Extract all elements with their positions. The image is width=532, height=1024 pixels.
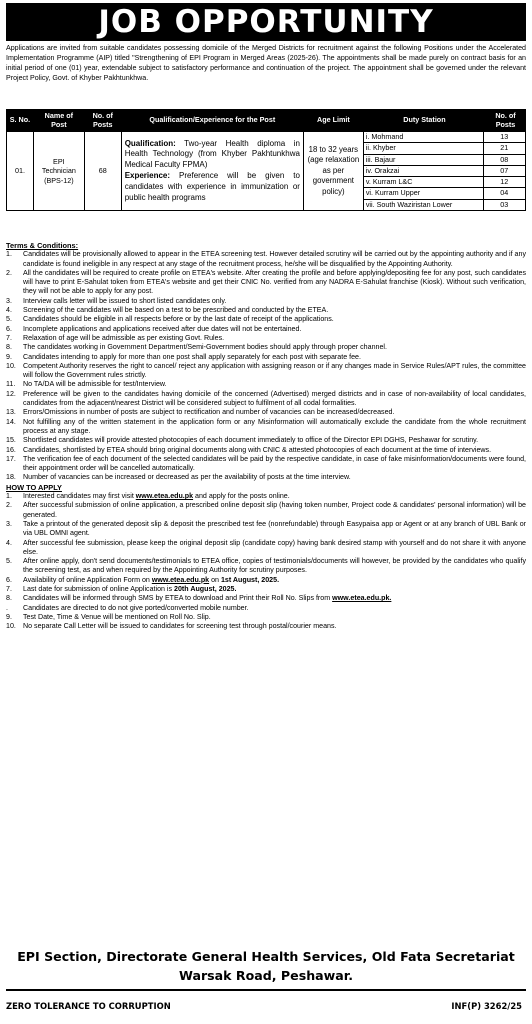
list-item (6, 501, 526, 520)
item-number: 10. (6, 622, 16, 631)
item-number: 9. (6, 612, 12, 621)
item-text: Shortlisted candidates will provide attested photocopies of each document immediately to office of the Director EPI DGHS, Peshawar for scrutiny. (23, 436, 479, 445)
list-item (6, 613, 526, 622)
item-number: 10. (6, 361, 16, 370)
experience-text: Preference will be given to candidates with experience in immunization or public health programs (124, 171, 300, 202)
station-posts: 12 (483, 177, 525, 188)
etea-website-link[interactable]: www.etea.edu.pk (151, 575, 210, 584)
station-posts: 21 (483, 143, 525, 154)
item-text: Competent Authority reserves the right to cancel/ reject any application with assigning reason or if any changes made in Service Rules/APT rules, the committee will follow the Government rules strictly. (23, 361, 526, 380)
terms-heading: Terms & Conditions: (6, 241, 79, 250)
item-text: Relaxation of age will be admissible as per existing Govt. Rules. (23, 333, 225, 342)
header-post-name: Name of Post (33, 110, 84, 132)
station-row (364, 199, 525, 210)
etea-website-link[interactable]: www.etea.edu.pk. (332, 594, 392, 603)
station-row (364, 132, 525, 143)
item-text: After successful submission of online application, a prescribed online deposit slip (having token number, Project code & candidates' personal information) will be generated. (23, 501, 526, 519)
item-text: After successful fee submission, please keep the original deposit slip (candidate copy) having bank desired stamp with yourself and do not share it with anyone else. (23, 538, 526, 556)
list-item (6, 539, 526, 558)
item-number: 12. (6, 389, 16, 398)
address-line-1: EPI Section, Directorate General Health Services, Old Fata Secretariat (17, 949, 515, 964)
cell-duty-stations (363, 132, 525, 211)
station-posts: 03 (483, 199, 525, 210)
list-item (6, 520, 526, 539)
intro-paragraph: Applications are invited from suitable candidates possessing domicile of the Merged Districts for recruitment against the following Positions under the Accelerated Implementation Programme (AIP) titled "Strengthening of EPI Program in Merged Areas (2025-26). The appointments shall be made purely on contract basis for an initial period of one (01) year, extendable subject to satisfactory performance and continuation of the project. The appointment shall be governed under the relevant Project Policy, Govt. of Khyber Pakhtunkhwa. (6, 44, 526, 82)
availability-date: 1st August, 2025. (220, 575, 280, 584)
list-item (6, 297, 526, 306)
list-item (6, 436, 526, 445)
station-name: iv. Orakzai (364, 165, 483, 176)
item-text: Last date for submission of online Application is (23, 584, 175, 593)
list-item (6, 408, 526, 417)
cell-qualification (121, 132, 303, 211)
item-number: 8. (6, 343, 12, 352)
qualification-label: Qualification: (124, 138, 176, 148)
item-text: No TA/DA will be admissible for test/Interview. (23, 380, 167, 389)
station-row (364, 143, 525, 154)
item-number: 9. (6, 352, 12, 361)
list-item (6, 250, 526, 269)
cell-sno: 01. (7, 132, 34, 211)
station-name: vii. South Waziristan Lower (365, 199, 453, 209)
item-number: 2. (6, 501, 12, 510)
list-item (6, 446, 526, 455)
item-text: Test Date, Time & Venue will be mentioned on Roll No. Slip. (23, 612, 211, 621)
item-number: 16. (6, 445, 16, 454)
item-text: Candidates will be informed through SMS by ETEA to download and Print their Roll No. Slips from (23, 594, 333, 603)
item-text: Candidates intending to apply for more than one post shall apply separately for each post with separate fee. (23, 352, 361, 361)
cell-posts: 68 (84, 132, 121, 211)
list-item (6, 362, 526, 381)
etea-website-link[interactable]: www.etea.edu.pk (135, 492, 194, 501)
header-qualification: Qualification/Experience for the Post (121, 110, 303, 132)
anti-corruption-slogan: ZERO TOLERANCE TO CORRUPTION (6, 1001, 171, 1011)
item-text: Candidates should be eligible in all respects before or by the last date of receipt of the applications. (23, 315, 334, 324)
list-item (6, 455, 526, 474)
item-number: 5. (6, 315, 12, 324)
table-header-row (7, 110, 526, 132)
item-text: Take a printout of the generated deposit slip & deposit the prescribed test fee (nonrefundable) through Easypaisa app or Agent or at any branch of UBL Bank or via UBL OMNI agent. (23, 519, 526, 538)
cell-post-name (33, 132, 84, 211)
item-number: 18. (6, 473, 16, 482)
item-text: Candidates are directed to do not give ported/converted mobile number. (23, 603, 249, 612)
list-item (6, 343, 526, 352)
item-text: Not fulfilling any of the written statement in the application form or any Misinformation will automatically exclude the candidate from the whole recruitment process at any stage. (23, 417, 526, 435)
list-item (6, 604, 526, 613)
page-title: JOB OPPORTUNITY (6, 3, 526, 41)
station-posts: 07 (483, 165, 525, 176)
experience-label: Experience: (124, 171, 171, 181)
item-number: 13. (6, 408, 16, 417)
cell-age-limit: 18 to 32 years (age relaxation as per government policy) (303, 132, 363, 211)
list-item (6, 594, 526, 603)
how-to-apply-heading: HOW TO APPLY (6, 482, 62, 492)
list-item (6, 325, 526, 334)
reference-number: INF(P) 3262/25 (451, 1001, 522, 1011)
item-number: . (6, 603, 8, 612)
list-item (6, 473, 526, 482)
list-item (6, 390, 526, 409)
item-number: 7. (6, 584, 12, 593)
list-item (6, 269, 526, 297)
station-name: v. Kurram L&C (364, 177, 483, 188)
item-number: 6. (6, 324, 12, 333)
terms-list (6, 250, 526, 482)
station-row (364, 177, 525, 188)
item-text: After online apply, don't send documents/testimonials to ETEA office, copies of testimonials/documents will however, be provided by the candidates who qualify the screening test, as and when required by the Appointing Authority for scrutiny purposes. (23, 557, 526, 575)
item-text: Availability of online Application Form on (23, 575, 152, 584)
station-name: i. Mohmand (364, 132, 483, 143)
list-item (6, 315, 526, 324)
item-number: 6. (6, 575, 12, 584)
item-text: Candidates will be provisionally allowed to appear in the ETEA screening test. However detailed scrutiny will be carried out by the appointing authority and if any candidate is found ineligible in any respect at any stage of the recruitment process, he/she will be disqualified by the Appointing Authority. (23, 250, 526, 268)
address-line-2: Warsak Road, Peshawar. (179, 968, 353, 983)
item-text: All the candidates will be required to create profile on ETEA's website. After creating the profile and before applying/depositing fee for any post, such candidates will have to print E-Sahulat token from ETEA's website and get their CNIC No. verified from any NADRA E-Sahulat franchise (Kiosk). Without such verification, they will not be able to apply for any post. (23, 268, 526, 296)
station-row (364, 165, 525, 176)
how-to-apply-list (6, 492, 526, 631)
station-name: ii. Khyber (364, 143, 483, 154)
item-number: 17. (6, 454, 16, 463)
station-posts: 13 (483, 132, 525, 143)
list-item (6, 585, 526, 594)
item-text: Candidates, shortlisted by ETEA should bring original documents along with CNIC & attested photocopies of each document at the time of interviews. (23, 445, 492, 454)
list-item (6, 334, 526, 343)
item-number: 7. (6, 333, 12, 342)
post-scale: (BPS-12) (44, 175, 74, 185)
item-number: 1. (6, 250, 12, 259)
terms-section (6, 241, 526, 631)
item-number: 5. (6, 557, 12, 566)
item-number: 11. (6, 380, 16, 389)
item-number: 3. (6, 296, 12, 305)
footer-bar (6, 989, 526, 1019)
post-name: EPI Technician (41, 156, 76, 176)
header-station-posts: No. of Posts (486, 110, 526, 132)
item-text: Number of vacancies can be increased or decreased as per the availability of posts at the time interview. (23, 473, 351, 482)
posts-table (6, 109, 526, 211)
station-posts: 04 (483, 188, 525, 199)
item-number: 8. (6, 594, 12, 603)
header-posts: No. of Posts (84, 110, 121, 132)
list-item (6, 306, 526, 315)
item-number: 4. (6, 538, 12, 547)
item-number: 14. (6, 417, 16, 426)
station-posts: 08 (483, 154, 525, 165)
last-date: 20th August, 2025. (174, 584, 237, 593)
stations-list (364, 132, 525, 210)
table-row (7, 132, 526, 211)
item-number: 3. (6, 519, 12, 528)
office-address (6, 947, 526, 985)
item-text: Incomplete applications and applications received after due dates will not be entertained. (23, 324, 302, 333)
item-text: The candidates working in Government Department/Semi-Government bodies should apply through proper channel. (23, 343, 387, 352)
list-item (6, 353, 526, 362)
header-duty-station: Duty Station (363, 110, 485, 132)
station-name: vi. Kurram Upper (364, 188, 483, 199)
station-name: iii. Bajaur (364, 154, 483, 165)
header-sno: S. No. (7, 110, 34, 132)
qualification-text: Two-year Health diploma in Health Technology (from Khyber Pakhtunkhwa Medical Faculty FPMA) (124, 138, 300, 170)
station-row (364, 154, 525, 165)
list-item (6, 557, 526, 576)
item-text: Preference will be given to the candidates having domicile of the concerned (Advertised) merged districts and in case of non-availability of local candidates, candidates from the adjacent/nearest District will be considered subject to fulfilment of all codal formalities. (23, 389, 526, 408)
list-item (6, 380, 526, 389)
list-item (6, 622, 526, 631)
item-text: No separate Call Letter will be issued to candidates for screening test through postal/courier means. (23, 622, 337, 631)
item-text: Errors/Omissions in number of posts are subject to rectification and number of vacancies can be increased/decreased. (23, 408, 395, 417)
item-text: Screening of the candidates will be based on a test to be prescribed and conducted by the ETEA. (23, 306, 329, 315)
list-item: 1. Interested candidates may first visit www.etea.edu.pk and apply for the posts online. (6, 492, 290, 501)
list-item (6, 418, 526, 437)
list-item: 6. Availability of online Application Form on www.etea.edu.pk on 1st August, 2025. (6, 575, 280, 584)
item-number: 1. (6, 492, 12, 501)
item-text: Interested candidates may first visit (23, 492, 136, 501)
item-number: 15. (6, 436, 16, 445)
item-text: Interview calls letter will be issued to short listed candidates only. (23, 296, 227, 305)
item-number: 4. (6, 306, 12, 315)
item-number: 2. (6, 268, 12, 277)
header-age-limit: Age Limit (303, 110, 363, 132)
station-row (364, 188, 525, 199)
item-text: The verification fee of each document of the selected candidates will be paid by the respective candidate, in case of fake misinformation/documents were found, their appointment order will be cancelled automatically. (23, 454, 526, 473)
